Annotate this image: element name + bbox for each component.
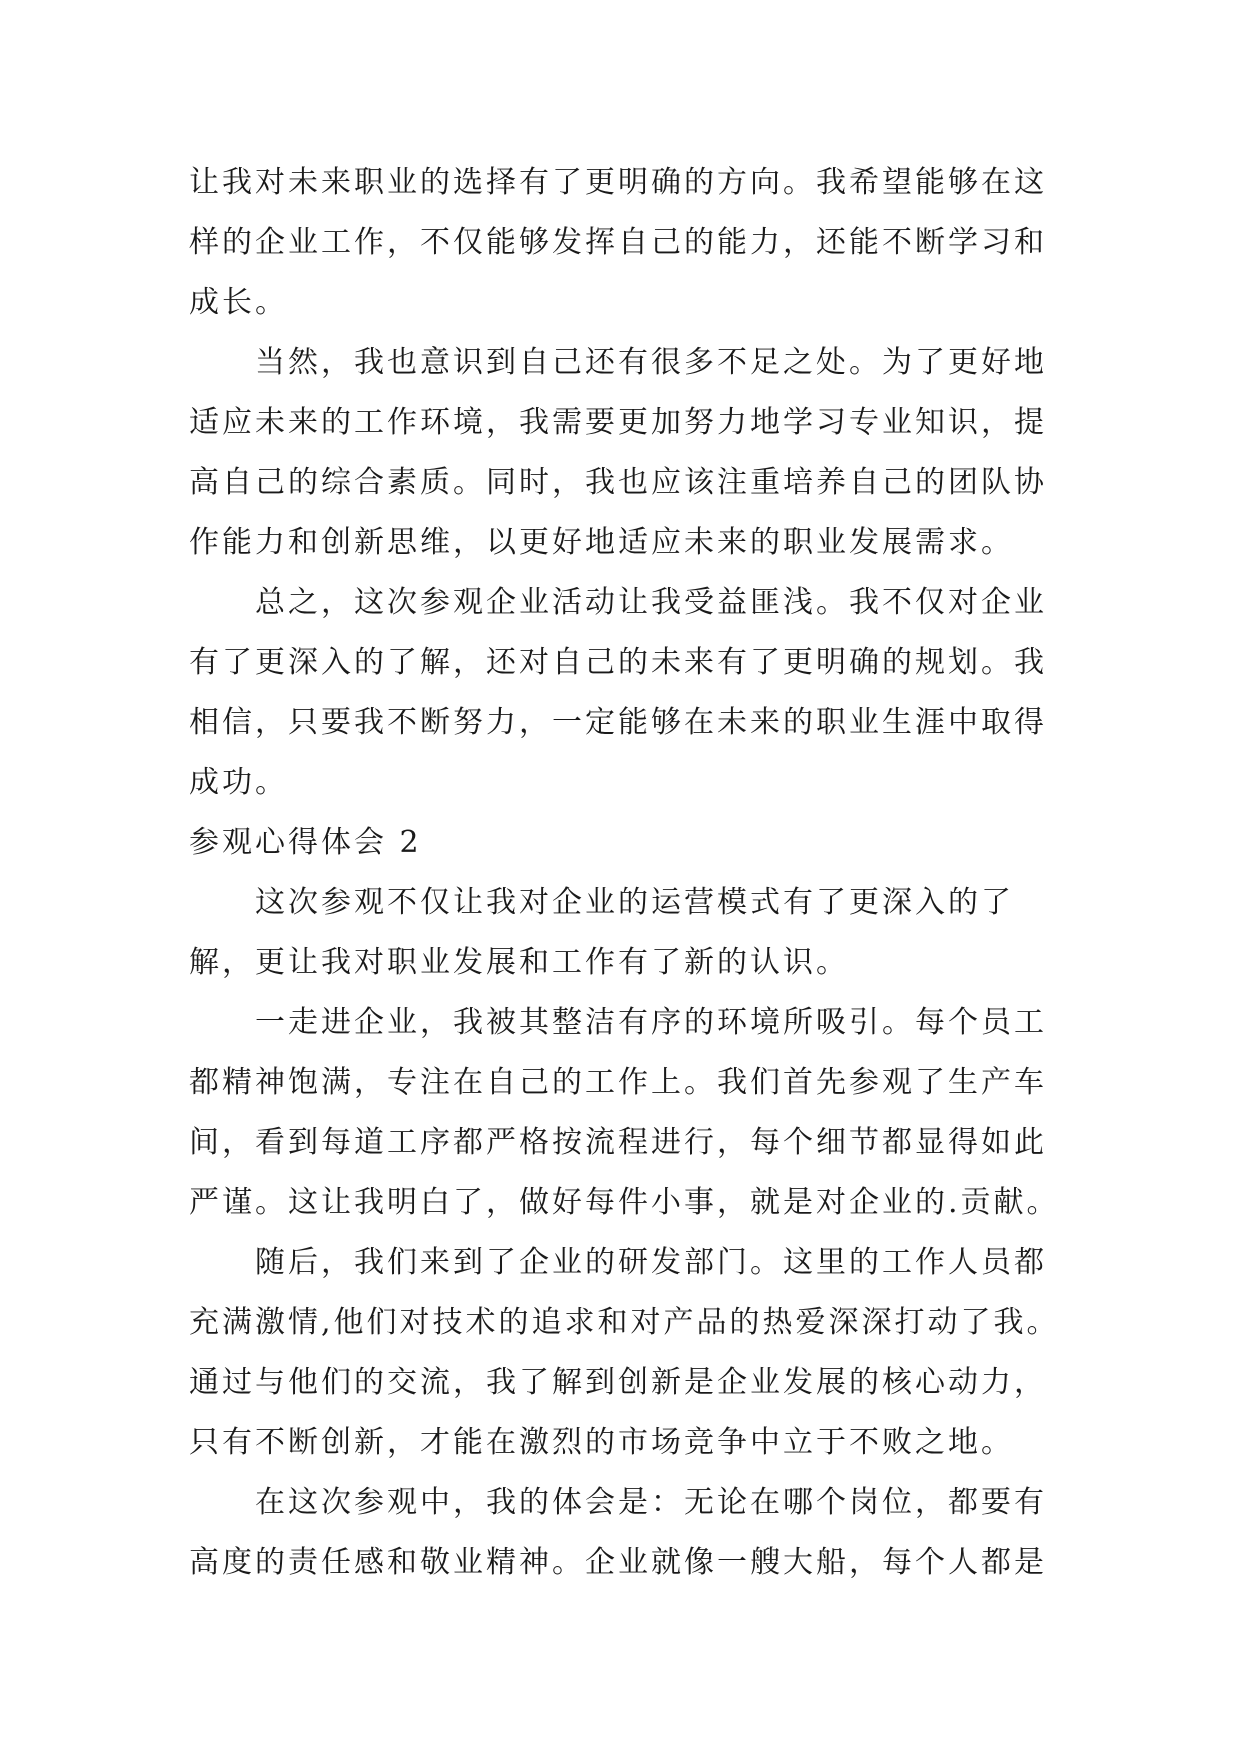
text-line: 都精神饱满，专注在自己的工作上。我们首先参观了生产车	[189, 1065, 1047, 1100]
section-heading: 参观心得体会 2	[189, 825, 422, 860]
text-line: 相信，只要我不断努力，一定能够在未来的职业生涯中取得	[189, 705, 1047, 740]
text-line: 严谨。这让我明白了，做好每件小事，就是对企业的.贡献。	[189, 1185, 1060, 1220]
text-line: 总之，这次参观企业活动让我受益匪浅。我不仅对企业	[255, 585, 1047, 620]
text-line: 有了更深入的了解，还对自己的未来有了更明确的规划。我	[189, 645, 1047, 680]
text-line: 通过与他们的交流，我了解到创新是企业发展的核心动力，	[189, 1365, 1047, 1400]
text-line: 成长。	[189, 285, 288, 320]
text-line: 让我对未来职业的选择有了更明确的方向。我希望能够在这	[189, 165, 1047, 200]
text-line: 高自己的综合素质。同时，我也应该注重培养自己的团队协	[189, 465, 1047, 500]
paragraph-career-direction	[189, 153, 1049, 333]
text-line: 解，更让我对职业发展和工作有了新的认识。	[189, 945, 849, 980]
text-line: 只有不断创新，才能在激烈的市场竞争中立于不败之地。	[189, 1425, 1014, 1460]
text-line: 间，看到每道工序都严格按流程进行，每个细节都显得如此	[189, 1125, 1047, 1160]
text-line: 作能力和创新思维，以更好地适应未来的职业发展需求。	[189, 525, 1014, 560]
text-line: 样的企业工作，不仅能够发挥自己的能力，还能不断学习和	[189, 225, 1047, 260]
paragraph-self-improvement	[189, 333, 1049, 573]
paragraph-responsibility	[189, 1473, 1049, 1593]
paragraph-conclusion	[189, 573, 1049, 813]
text-line: 一走进企业，我被其整洁有序的环境所吸引。每个员工	[255, 1005, 1047, 1040]
text-line: 适应未来的工作环境，我需要更加努力地学习专业知识，提	[189, 405, 1047, 440]
text-line: 这次参观不仅让我对企业的运营模式有了更深入的了	[255, 885, 1014, 920]
text-line: 成功。	[189, 765, 288, 800]
text-line: 高度的责任感和敬业精神。企业就像一艘大船，每个人都是	[189, 1545, 1047, 1580]
paragraph-visit-intro	[189, 873, 1049, 993]
document-body	[189, 153, 1060, 1593]
paragraph-production-workshop	[189, 993, 1060, 1233]
text-line: 随后，我们来到了企业的研发部门。这里的工作人员都	[255, 1245, 1047, 1280]
text-line: 充满激情,他们对技术的追求和对产品的热爱深深打动了我。	[189, 1305, 1060, 1340]
paragraph-rd-department	[189, 1233, 1060, 1473]
text-line: 当然，我也意识到自己还有很多不足之处。为了更好地	[255, 345, 1047, 380]
text-line: 在这次参观中，我的体会是：无论在哪个岗位，都要有	[255, 1485, 1047, 1520]
